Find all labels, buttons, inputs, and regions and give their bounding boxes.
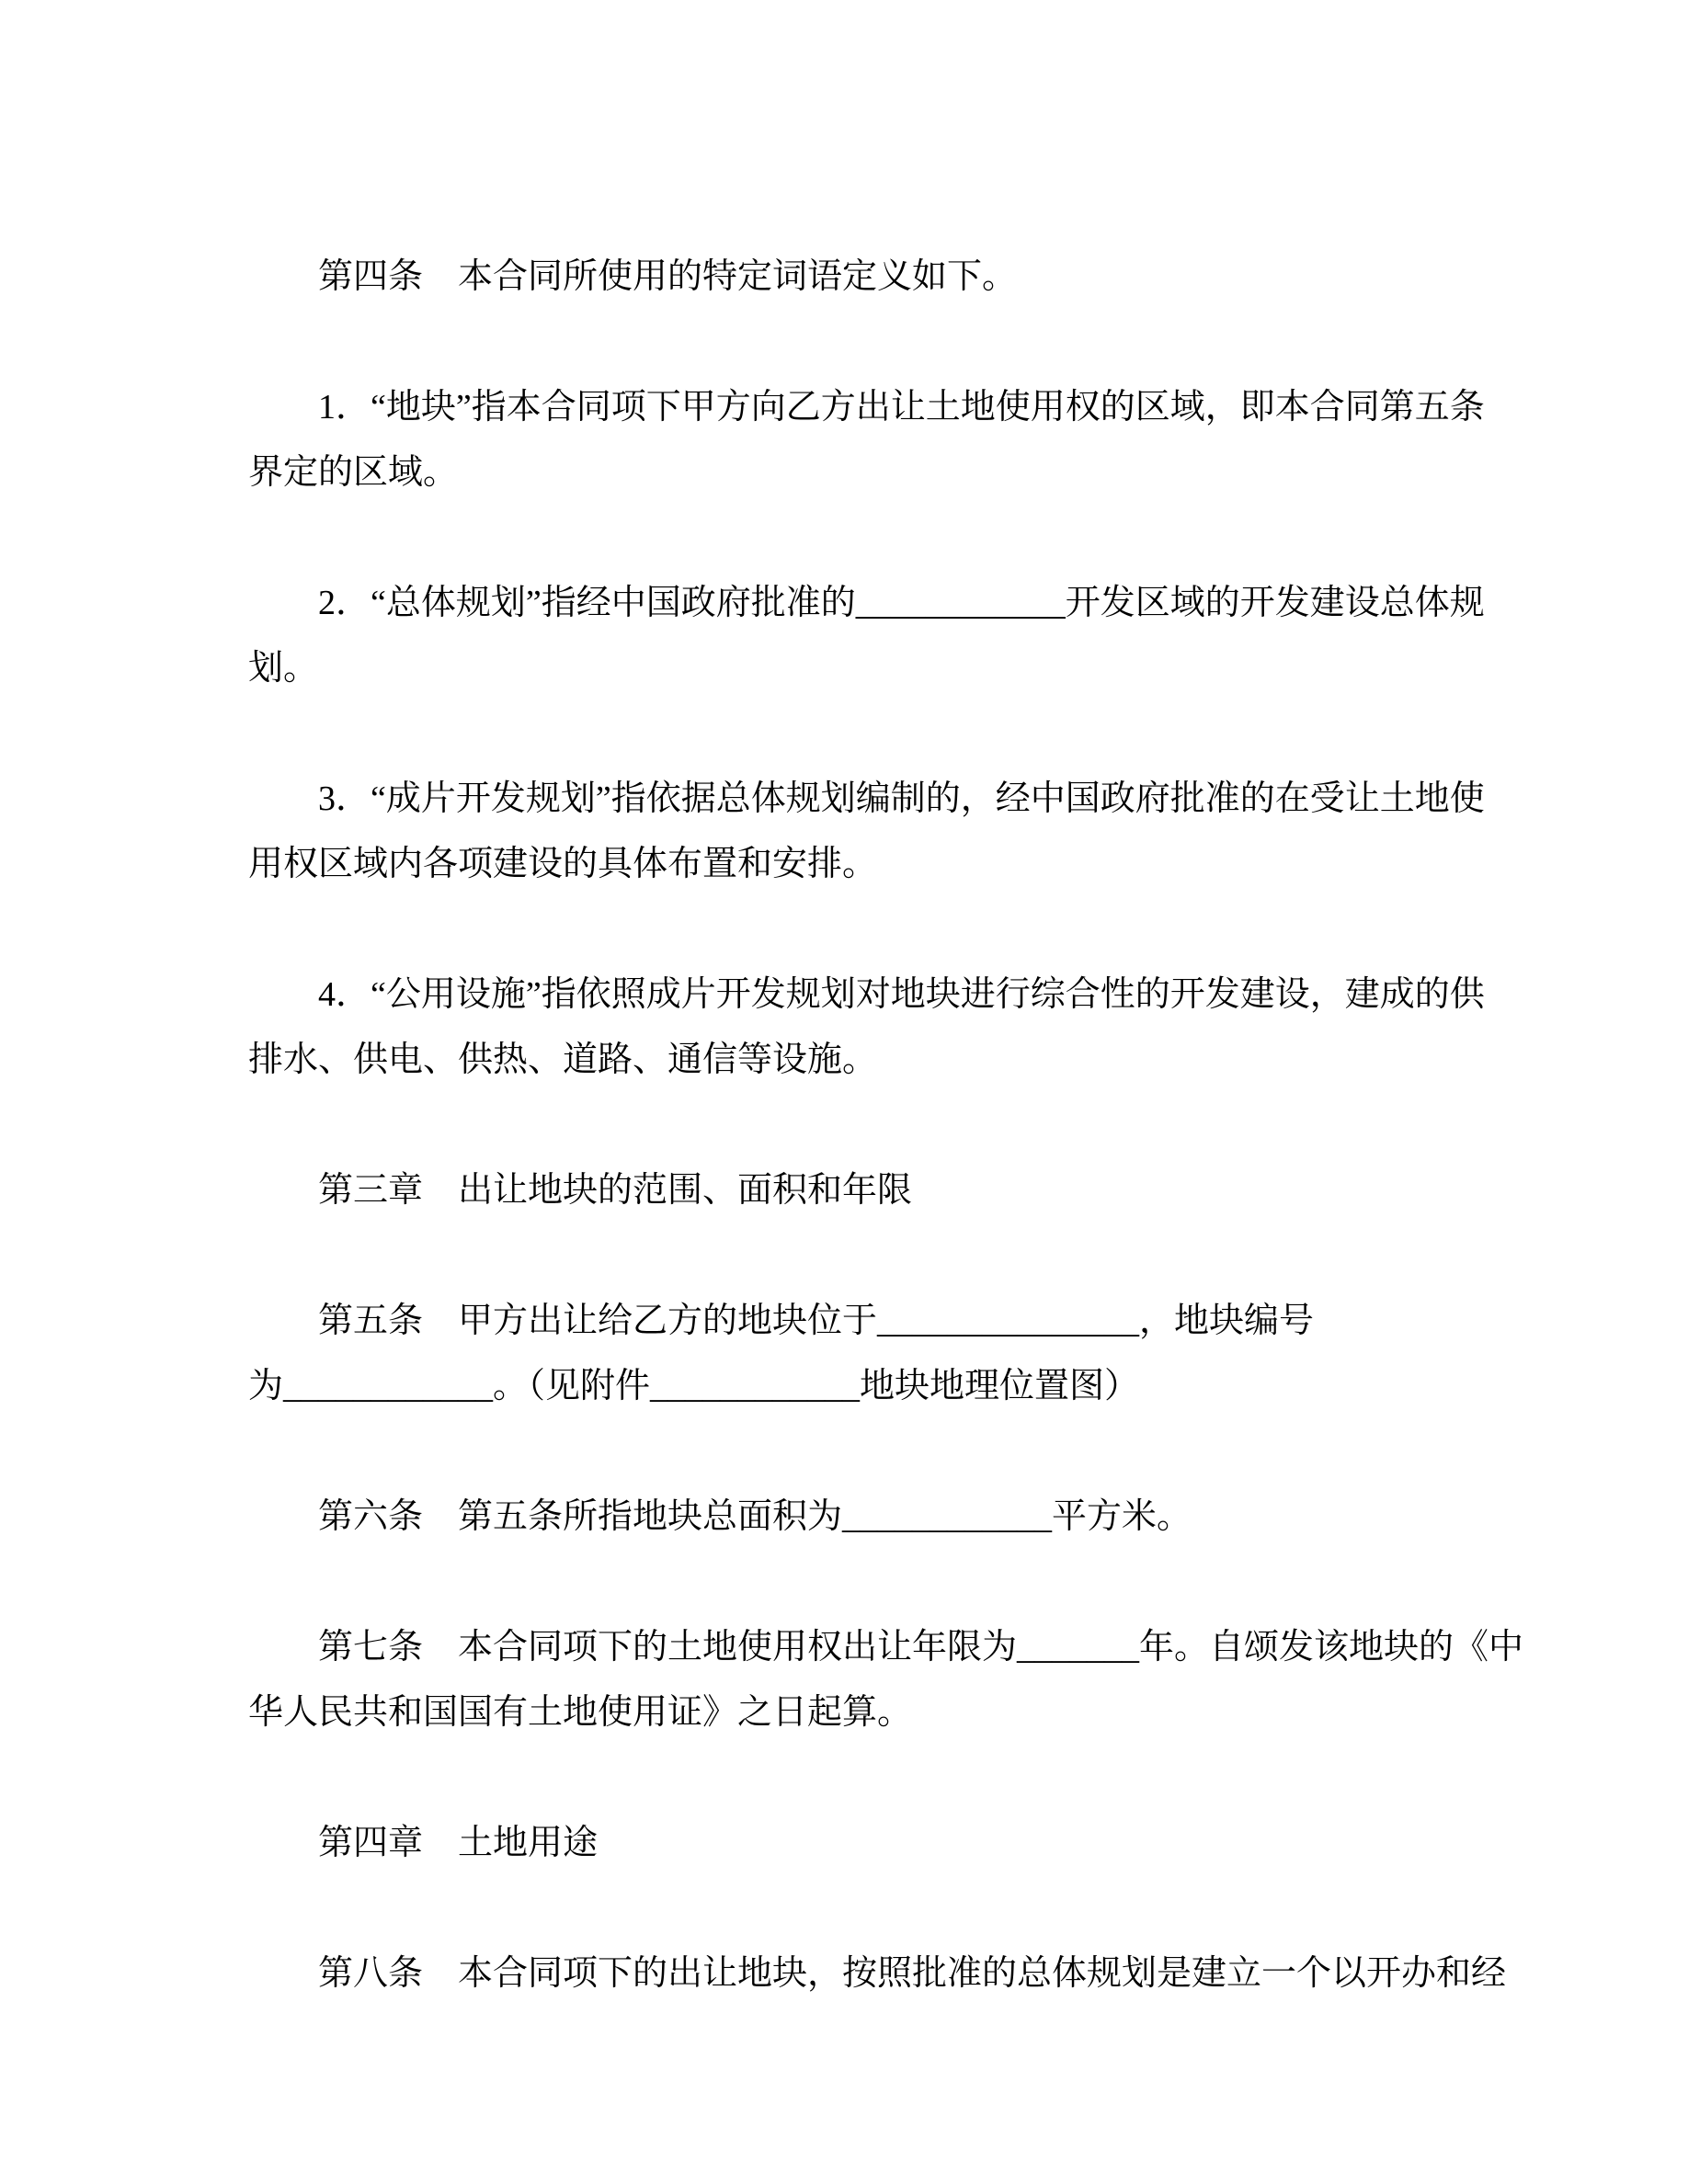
clause-4-intro xyxy=(248,245,1443,310)
clause-7-transfer-term xyxy=(248,1615,1524,1746)
paragraph-line: 3．“成片开发规划”指依据总体规划编制的，经中国政府批准的在受让土地使 xyxy=(318,779,1485,818)
paragraph-line: 用权区域内各项建设的具体布置和安排。 xyxy=(248,845,878,883)
definition-item-4-public-facilities xyxy=(248,962,1485,1093)
paragraph-line: 2．“总体规划”指经中国政府批准的____________开发区域的开发建设总体规 xyxy=(318,584,1485,622)
paragraph-line: 划。 xyxy=(248,649,319,688)
paragraph-line: 华人民共和国国有土地使用证》之日起算。 xyxy=(248,1693,913,1732)
paragraph-line: 第八条 本合同项下的出让地块，按照批准的总体规划是建立一个以开办和经 xyxy=(318,1954,1507,1993)
chapter-4-heading xyxy=(248,1811,1443,1876)
clause-8-land-use xyxy=(248,1941,1507,2007)
paragraph-line: 第四条 本合同所使用的特定词语定义如下。 xyxy=(318,257,1018,296)
paragraph-line: 为____________。（见附件____________地块地理位置图） xyxy=(248,1367,1140,1405)
paragraph-line: 界定的区域。 xyxy=(248,453,459,492)
paragraph-line: 4．“公用设施”指依照成片开发规划对地块进行综合性的开发建设，建成的供 xyxy=(318,975,1485,1014)
definition-item-1-plot xyxy=(248,375,1485,506)
chapter-3-heading xyxy=(248,1158,1443,1223)
definition-item-2-master-plan xyxy=(248,571,1485,701)
paragraph-line: 1．“地块”指本合同项下甲方向乙方出让土地使用权的区域，即本合同第五条 xyxy=(318,388,1485,427)
clause-6-plot-area xyxy=(248,1484,1443,1550)
chapter-heading-line: 第四章 土地用途 xyxy=(318,1824,599,1862)
chapter-heading-line: 第三章 出让地块的范围、面积和年限 xyxy=(318,1171,913,1210)
definition-item-3-tract-development-plan xyxy=(248,767,1485,897)
paragraph-line: 第五条 甲方出让给乙方的地块位于_______________，地块编号 xyxy=(318,1302,1315,1340)
clause-5-plot-location xyxy=(248,1289,1443,1419)
paragraph-line: 第七条 本合同项下的土地使用权出让年限为_______年。自颂发该地块的《中 xyxy=(318,1628,1524,1666)
paragraph-line: 第六条 第五条所指地块总面积为____________平方米。 xyxy=(318,1497,1192,1536)
paragraph-line: 排水、供电、供热、道路、通信等设施。 xyxy=(248,1041,878,1079)
